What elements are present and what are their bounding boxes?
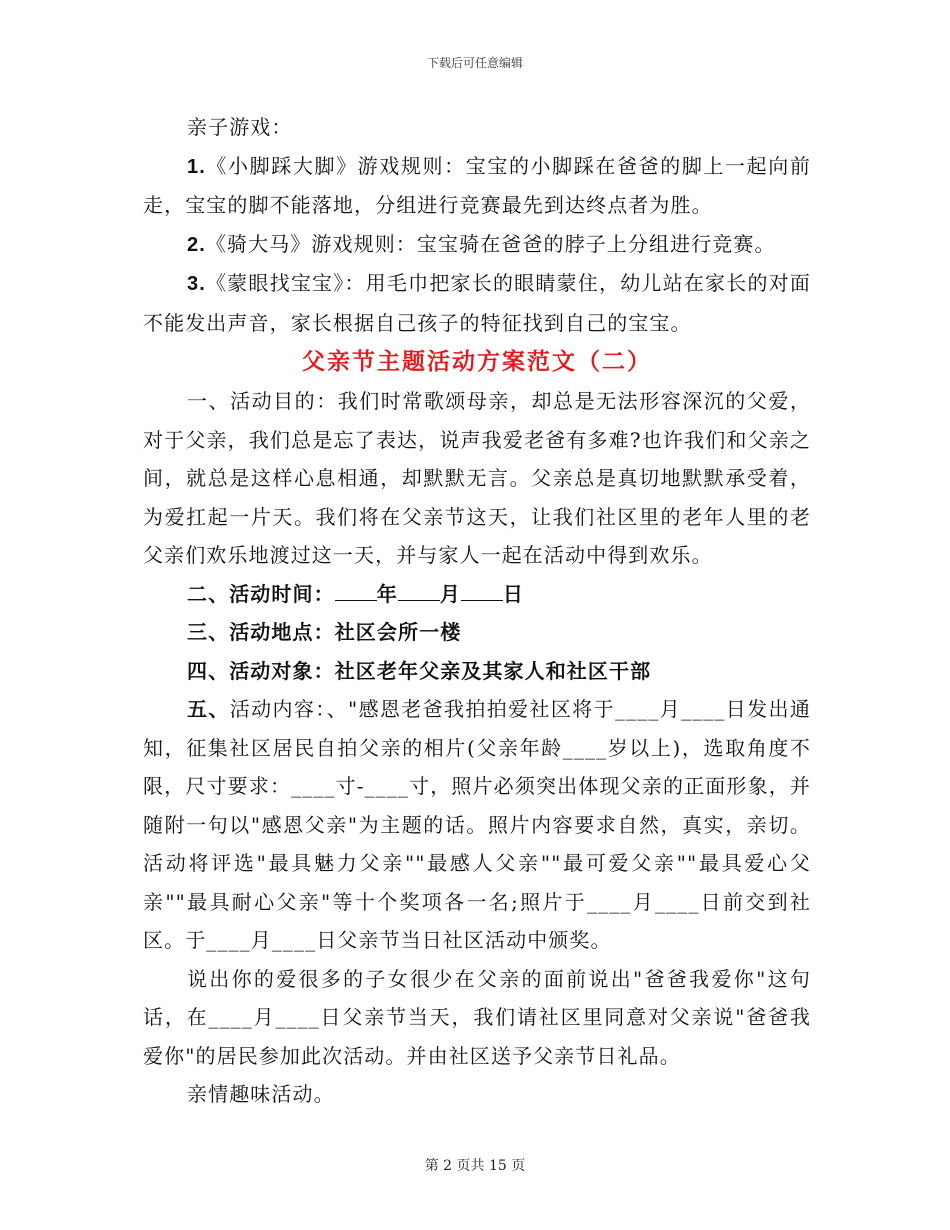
month-blank — [398, 580, 440, 601]
section-title: 父亲节主题活动方案范文（二） — [302, 348, 652, 375]
month-unit: 月 — [439, 581, 461, 606]
day-unit: 日 — [502, 581, 525, 606]
game-number: 2. — [187, 233, 206, 256]
page-footer: 第 2 页共 15 页 — [424, 1158, 526, 1174]
activity-time-label: 二、活动时间： — [187, 581, 335, 606]
activity-content-text: 活动内容：、"感恩老爸我拍拍爱社区将于____月____日发出通知，征集社区居民自拍父亲的相片(父亲年龄____岁以上)，选取角度不限，尺寸要求：____寸-____寸，照片必须突出体现父亲的正面形象，并随附一句以"感恩父亲"为主题的话。照片内容要求自然，真实，亲切。活动将评选"最具魅力父亲""最感人父亲""最可爱父亲""最具爱心父亲""最具耐心父亲"等十个奖项各一名;照片于____月____日前交到社区。于____月____日父亲节当日社区活动中颁奖。 — [143, 697, 811, 952]
game-item-1 — [143, 147, 811, 225]
game-item-3 — [143, 264, 811, 342]
love-paragraph: 说出你的爱很多的子女很少在父亲的面前说出"爸爸我爱你"这句话，在____月____日父亲节当天，我们请社区里同意对父亲说"爸爸我爱你"的居民参加此次活动。并由社区送予父亲节日礼品。 — [143, 966, 811, 1068]
games-intro: 亲子游戏： — [187, 115, 293, 139]
game-text: 《蒙眼找宝宝》：用毛巾把家长的眼睛蒙住，幼儿站在家长的对面不能发出声音，家长根据自己孩子的特征找到自己的宝宝。 — [143, 271, 811, 335]
activity-target: 四、活动对象：社区老年父亲及其家人和社区干部 — [187, 658, 652, 683]
day-blank — [461, 580, 503, 601]
fun-activity-paragraph: 亲情趣味活动。 — [187, 1082, 335, 1106]
year-blank — [335, 580, 377, 601]
activity-place: 三、活动地点：社区会所一楼 — [187, 620, 462, 644]
activity-content-label: 五、 — [187, 697, 230, 721]
game-text: 《骑大马》游戏规则：宝宝骑在爸爸的脖子上分组进行竞赛。 — [205, 231, 776, 256]
year-unit: 年 — [376, 581, 398, 606]
game-number: 3. — [187, 273, 206, 295]
game-item-2 — [143, 225, 811, 265]
game-text: 《小脚踩大脚》游戏规则：宝宝的小脚踩在爸爸的脚上一起向前走，宝宝的脚不能落地，分组进行竞赛最先到达终点者为胜。 — [143, 153, 811, 217]
game-number: 1. — [187, 155, 206, 178]
activity-purpose: 一、活动目的：我们时常歌颂母亲，却总是无法形容深沉的父爱，对于父亲，我们总是忘了表达，说声我爱老爸有多难?也许我们和父亲之间，就总是这样心息相通，却默默无言。父亲总是真切地默默承受着，为爱扛起一片天。我们将在父亲节这天，让我们社区里的老年人里的老父亲们欢乐地渡过这一天，并与家人一起在活动中得到欢乐。 — [143, 389, 811, 567]
document-body — [143, 108, 811, 1114]
page-header-note: 下载后可任意编辑 — [426, 56, 523, 70]
activity-time — [143, 575, 811, 614]
activity-content — [143, 690, 811, 960]
